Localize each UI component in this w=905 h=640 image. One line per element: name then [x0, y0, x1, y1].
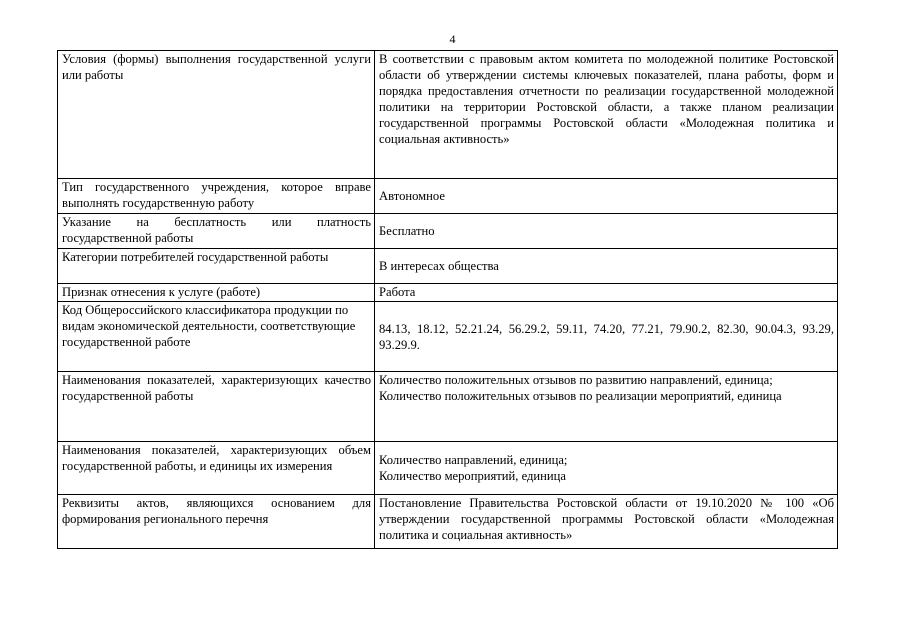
- service-parameters-table: [57, 50, 838, 549]
- row-value-quality-indicators-line-2: Количество положительных отзывов по реализации мероприятий, единица: [379, 389, 782, 403]
- row-value-quality-indicators: [375, 372, 838, 442]
- row-value-attribute-text: Работа: [379, 285, 416, 299]
- table-row-consumers: [58, 249, 838, 284]
- row-value-okpd-codes: [375, 302, 838, 372]
- table-row-quality-indicators: [58, 372, 838, 442]
- row-value-consumers: [375, 249, 838, 284]
- row-label-payment: Указание на бесплатность или платность государственной работы: [58, 214, 375, 249]
- table-row-institution-type: [58, 179, 838, 214]
- row-label-okpd-codes: Код Общероссийского классификатора продукции по видам экономической деятельности, соответствующие государственной работе: [58, 302, 375, 372]
- row-label-volume-indicators: Наименования показателей, характеризующих объем государственной работы, и единицы их измерения: [58, 442, 375, 495]
- page-number: 4: [449, 32, 456, 46]
- row-value-legal-acts: [375, 495, 838, 549]
- table-row-payment: [58, 214, 838, 249]
- row-value-quality-indicators-line-1: Количество положительных отзывов по развитию направлений, единица;: [379, 373, 773, 387]
- row-label-consumers: Категории потребителей государственной работы: [58, 249, 375, 284]
- table-row-okpd-codes: [58, 302, 838, 372]
- row-value-attribute: [375, 284, 838, 302]
- row-value-institution-type-text: Автономное: [379, 189, 445, 203]
- row-value-volume-indicators: [375, 442, 838, 495]
- row-value-conditions: [375, 51, 838, 179]
- table-row-legal-acts: [58, 495, 838, 549]
- row-value-volume-indicators-line-1: Количество направлений, единица;: [379, 453, 568, 467]
- row-label-institution-type: Тип государственного учреждения, которое вправе выполнять государственную работу: [58, 179, 375, 214]
- row-value-institution-type: [375, 179, 838, 214]
- table-row-conditions: [58, 51, 838, 179]
- row-value-conditions-text: В соответствии с правовым актом комитета по молодежной политике Ростовской области об утверждении системы ключевых показателей, плана работы, форм и порядка предоставления отчетности по реализации государственной молодежной политики на территории Ростовской области, а также планом реализации государственной программы Ростовской области «Молодежная политика и социальная активность»: [379, 52, 834, 146]
- row-value-payment: [375, 214, 838, 249]
- table-row-attribute: [58, 284, 838, 302]
- row-label-quality-indicators: Наименования показателей, характеризующих качество государственной работы: [58, 372, 375, 442]
- row-value-legal-acts-text: Постановление Правительства Ростовской области от 19.10.2020 № 100 «Об утверждении государственной программы Ростовской области «Молодежная политика и социальная активность»: [379, 496, 834, 542]
- row-value-okpd-codes-text: 84.13, 18.12, 52.21.24, 56.29.2, 59.11, 74.20, 77.21, 79.90.2, 82.30, 90.04.3, 93.29, 93.29.9.: [379, 321, 834, 352]
- row-label-attribute: Признак отнесения к услуге (работе): [58, 284, 375, 302]
- row-value-payment-text: Бесплатно: [379, 224, 435, 238]
- row-value-consumers-text: В интересах общества: [379, 259, 499, 273]
- row-value-volume-indicators-line-2: Количество мероприятий, единица: [379, 469, 566, 483]
- row-label-legal-acts: Реквизиты актов, являющихся основанием для формирования регионального перечня: [58, 495, 375, 549]
- row-label-conditions: Условия (формы) выполнения государственной услуги или работы: [58, 51, 375, 179]
- table-row-volume-indicators: [58, 442, 838, 495]
